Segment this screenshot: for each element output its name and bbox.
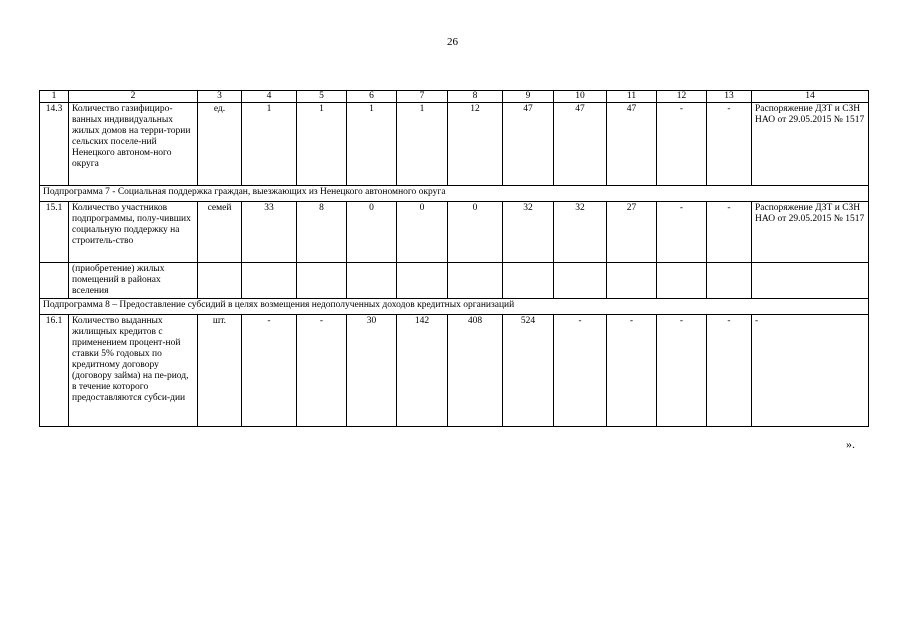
table-cell: 8	[297, 202, 347, 263]
table-cell: 47	[503, 103, 554, 186]
table-cell: Количество участников подпрограммы, полу-чивших социальную поддержку на строитель-ство	[69, 202, 198, 263]
table-cell: 408	[448, 315, 503, 427]
column-header: 2	[69, 91, 198, 103]
table-cell: 1	[242, 103, 297, 186]
table-cell: (приобретение) жилых помещений в районах вселения	[69, 263, 198, 299]
closing-quote: ».	[846, 437, 855, 451]
page-number: 26	[447, 36, 458, 48]
table-cell	[347, 263, 397, 299]
table-cell: 14.3	[40, 103, 69, 186]
table-cell	[657, 263, 707, 299]
table-cell: ед.	[198, 103, 242, 186]
table-cell: 32	[503, 202, 554, 263]
table-cell	[242, 263, 297, 299]
section-title: Подпрограмма 7 - Социальная поддержка граждан, выезжающих из Ненецкого автономного округа	[40, 186, 869, 202]
table-cell: 1	[347, 103, 397, 186]
table-cell: -	[752, 315, 869, 427]
table-cell	[707, 263, 752, 299]
table-cell: 32	[554, 202, 607, 263]
column-header: 11	[607, 91, 657, 103]
table-cell: Количество выданных жилищных кредитов с применением процент-ной ставки 5% годовых по кредитному договору (договору займа) на пе-риод, в течение которого предоставляются субси-дии	[69, 315, 198, 427]
column-header: 8	[448, 91, 503, 103]
column-header: 9	[503, 91, 554, 103]
header-row	[40, 91, 869, 103]
table-cell: 16.1	[40, 315, 69, 427]
column-header: 5	[297, 91, 347, 103]
table-cell: Распоряжение ДЗТ и СЗН НАО от 29.05.2015 № 1517	[752, 103, 869, 186]
column-header: 13	[707, 91, 752, 103]
table-cell: -	[707, 202, 752, 263]
column-header: 6	[347, 91, 397, 103]
table-cell	[607, 263, 657, 299]
column-header: 12	[657, 91, 707, 103]
table-cell: 0	[347, 202, 397, 263]
table-cell: 15.1	[40, 202, 69, 263]
table-cell: -	[242, 315, 297, 427]
column-header: 10	[554, 91, 607, 103]
column-header: 14	[752, 91, 869, 103]
column-header: 3	[198, 91, 242, 103]
column-header: 4	[242, 91, 297, 103]
section-title: Подпрограмма 8 – Предоставление субсидий в целях возмещения недополученных доходов кредитных организаций	[40, 299, 869, 315]
table-row	[40, 103, 869, 186]
table-cell: -	[657, 315, 707, 427]
table-cell	[752, 263, 869, 299]
table-cell: 1	[297, 103, 347, 186]
table-cell: 47	[607, 103, 657, 186]
table-cell: семей	[198, 202, 242, 263]
table-cell	[198, 263, 242, 299]
table-body	[40, 91, 869, 427]
table-cell	[448, 263, 503, 299]
table-cell: шт.	[198, 315, 242, 427]
table-cell: 33	[242, 202, 297, 263]
table-cell	[40, 263, 69, 299]
table-cell: 142	[397, 315, 448, 427]
table-cell: -	[657, 202, 707, 263]
table-row	[40, 263, 869, 299]
table-cell: Количество газифициро-ванных индивидуальных жилых домов на терри-тории сельских поселе-ний Ненецкого автоном-ного округа	[69, 103, 198, 186]
section-row	[40, 186, 869, 202]
section-row	[40, 299, 869, 315]
table-cell: 30	[347, 315, 397, 427]
table-cell: -	[657, 103, 707, 186]
table-row	[40, 315, 869, 427]
table-row	[40, 202, 869, 263]
indicators-table	[39, 90, 869, 427]
column-header: 1	[40, 91, 69, 103]
table-cell: 524	[503, 315, 554, 427]
table-cell	[503, 263, 554, 299]
table-cell	[554, 263, 607, 299]
table-cell: 0	[448, 202, 503, 263]
table-cell: 0	[397, 202, 448, 263]
table-cell: -	[607, 315, 657, 427]
table-cell: 47	[554, 103, 607, 186]
table-cell: -	[707, 315, 752, 427]
table-cell: 27	[607, 202, 657, 263]
table-cell: -	[707, 103, 752, 186]
table-cell: 1	[397, 103, 448, 186]
table-cell: 12	[448, 103, 503, 186]
column-header: 7	[397, 91, 448, 103]
table-cell: -	[297, 315, 347, 427]
table-cell	[297, 263, 347, 299]
table-cell: -	[554, 315, 607, 427]
table-cell	[397, 263, 448, 299]
table-cell: Распоряжение ДЗТ и СЗН НАО от 29.05.2015 № 1517	[752, 202, 869, 263]
